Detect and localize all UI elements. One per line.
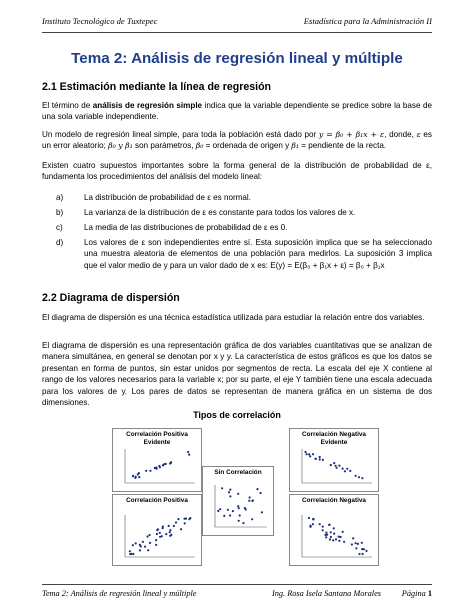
scatter-point <box>159 466 161 468</box>
scatter-point <box>338 536 340 538</box>
section-heading-2-2: 2.2 Diagrama de dispersión <box>42 292 180 304</box>
scatter-point <box>170 534 172 536</box>
scatter-point <box>180 528 182 530</box>
scatter-point <box>135 476 137 478</box>
footer-page <box>402 589 432 598</box>
list-text: La distribución de probabilidad de ε es normal. <box>84 193 251 202</box>
scatter-point <box>219 508 221 510</box>
scatter-point <box>328 524 330 526</box>
text-run: = ordenada de origen y <box>203 141 292 151</box>
scatter-point <box>319 458 321 460</box>
list-text: La media de las distribuciones de probabilidad de ε es 0. <box>84 223 288 232</box>
scatter-point <box>314 458 316 460</box>
scatter-point <box>342 531 344 533</box>
scatter-point <box>325 536 327 538</box>
plot-title: Correlación Negativa Evidente <box>302 431 366 446</box>
scatter-point <box>169 529 171 531</box>
paragraph-assumptions: Existen cuatro supuestos importantes sobre la forma general de la distribución de probabilidad de ε, fundamenta los procedimientos del análisis del modelo lineal: <box>42 161 432 182</box>
plot-title: Sin Correlación <box>214 469 262 476</box>
scatter-area <box>113 429 201 491</box>
scatter-point <box>221 487 223 489</box>
scatter-point <box>261 511 263 513</box>
equation: y = β₀ + β₁x + ε <box>318 130 385 139</box>
scatter-point <box>142 541 144 543</box>
symbol: ε <box>416 130 421 139</box>
scatter-point <box>169 531 171 533</box>
header-institution: Instituto Tecnológico de Tuxtepec <box>42 16 158 26</box>
symbol: β₀ <box>195 141 204 151</box>
scatter-point <box>333 462 335 464</box>
scatter-point <box>238 520 240 522</box>
scatter-point <box>336 467 338 469</box>
scatter-point <box>149 534 151 536</box>
scatter-point <box>229 489 231 491</box>
scatter-point <box>147 549 149 551</box>
scatter-point <box>343 541 345 543</box>
scatter-point <box>352 537 354 539</box>
scatter-point <box>184 522 186 524</box>
scatter-point <box>149 542 151 544</box>
scatter-point <box>355 475 357 477</box>
scatter-point <box>329 538 331 540</box>
scatter-area <box>290 495 378 565</box>
scatter-point <box>188 518 190 520</box>
scatter-point <box>248 500 250 502</box>
scatter-point <box>304 451 306 453</box>
paragraph-scatter-intro: El diagrama de dispersión es una técnica estadística utilizada para estudiar la relación entre dos variables. <box>42 313 425 322</box>
scatter-point <box>232 510 234 512</box>
symbol: β₀ y β₁ <box>108 141 133 151</box>
scatter-point <box>162 526 164 528</box>
scatter-point <box>306 453 308 455</box>
paragraph-model <box>42 129 432 152</box>
scatter-no-correlation <box>202 466 274 536</box>
scatter-area <box>113 495 201 565</box>
scatter-point <box>132 553 134 555</box>
scatter-point <box>132 544 134 546</box>
text-run: Un modelo de regresión lineal simple, para toda la población está dado por <box>42 130 319 139</box>
scatter-point <box>162 464 164 466</box>
scatter-area <box>290 429 378 491</box>
header-course: Estadística para la Administración II <box>303 16 432 26</box>
list-text: Los valores de ε son independientes entre sí. Esta suposición implica que se ha seleccionado una muestra aleatoria de elementos de una población para medirlos. La suposición 3 implica que el valor medio de y para un valor dado de x es: E(y) = E(β₀ + β₁x + ε) = β₀ + β₁x <box>84 238 432 270</box>
scatter-point <box>330 464 332 466</box>
scatter-point <box>237 505 239 507</box>
scatter-point <box>168 525 170 527</box>
scatter-point <box>149 470 151 472</box>
scatter-point <box>228 491 230 493</box>
scatter-point <box>365 550 367 552</box>
scatter-positive <box>112 494 202 566</box>
scatter-point <box>223 515 225 517</box>
scatter-point <box>319 456 321 458</box>
scatter-point <box>251 500 253 502</box>
scatter-point <box>312 523 314 525</box>
footer-topic: Tema 2: Análisis de regresión lineal y múltiple <box>42 589 197 598</box>
scatter-point <box>188 454 190 456</box>
scatter-point <box>146 535 148 537</box>
scatter-point <box>335 465 337 467</box>
list-label: d) <box>56 238 64 247</box>
bold-term: análisis de regresión simple <box>92 101 203 110</box>
scatter-point <box>244 507 246 509</box>
text-run: son parámetros, <box>132 141 196 151</box>
scatter-point <box>175 521 177 523</box>
scatter-point <box>242 522 244 524</box>
scatter-positive-strong <box>112 428 202 492</box>
scatter-point <box>260 492 262 494</box>
scatter-point <box>349 470 351 472</box>
list-label: a) <box>56 193 64 202</box>
scatter-point <box>357 543 359 545</box>
scatter-point <box>129 553 131 555</box>
scatter-point <box>183 518 185 520</box>
scatter-point <box>342 468 344 470</box>
scatter-point <box>159 536 161 538</box>
scatter-point <box>229 514 231 516</box>
scatter-point <box>135 542 137 544</box>
page-number: 1 <box>427 589 432 598</box>
scatter-point <box>344 470 346 472</box>
plot-axes <box>215 485 267 527</box>
paragraph-definition <box>42 100 432 123</box>
scatter-point <box>165 533 167 535</box>
plot-axes <box>302 515 372 557</box>
list-label: b) <box>56 208 64 217</box>
plot-title: Correlación Positiva Evidente <box>126 431 188 446</box>
scatter-point <box>239 514 241 516</box>
list-label: c) <box>56 223 63 232</box>
text-run: es un error aleatorio; <box>42 130 432 151</box>
footer-author: Ing. Rosa Isela Santana Morales <box>272 589 382 598</box>
scatter-point <box>333 527 335 529</box>
scatter-point <box>137 473 139 475</box>
plot-title: Correlación Positiva <box>126 497 188 504</box>
scatter-point <box>346 468 348 470</box>
scatter-point <box>358 476 360 478</box>
scatter-point <box>132 475 134 477</box>
scatter-point <box>309 455 311 457</box>
scatter-point <box>170 461 172 463</box>
scatter-point <box>139 549 141 551</box>
page-label: Página <box>401 589 428 598</box>
scatter-point <box>157 528 159 530</box>
scatter-point <box>173 525 175 527</box>
section-heading-2-1: 2.1 Estimación mediante la línea de regresión <box>42 81 272 93</box>
scatter-point <box>361 477 363 479</box>
scatter-area <box>203 467 273 535</box>
scatter-point <box>251 518 253 520</box>
scatter-point <box>155 468 157 470</box>
scatter-point <box>308 517 310 519</box>
scatter-point <box>330 536 332 538</box>
scatter-point <box>229 495 231 497</box>
scatter-point <box>238 507 240 509</box>
scatter-point <box>335 538 337 540</box>
scatter-point <box>340 536 342 538</box>
scatter-point <box>363 548 365 550</box>
scatter-point <box>249 496 251 498</box>
scatter-point <box>256 488 258 490</box>
scatter-point <box>361 542 363 544</box>
scatter-point <box>322 529 324 531</box>
scatter-point <box>322 526 324 528</box>
scatter-point <box>333 533 335 535</box>
scatter-point <box>319 523 321 525</box>
scatter-point <box>351 543 353 545</box>
scatter-point <box>330 531 332 533</box>
scatter-point <box>156 533 158 535</box>
page-title: Tema 2: Análisis de regresión lineal y múltiple <box>71 50 403 67</box>
paragraph-scatter-detail: El diagrama de dispersión es una representación gráfica de dos variables cuantitativas que se analizan de manera simultánea, en general se denotan por x y y. La característica de estos gráficos es que los datos se presentan en forma de puntos, sin estar unidos por segmentos de recta. La escala del eje X contiene al rango de los valores necesarios para la variable x; por su parte, el eje Y también tiene una escala adecuada para los valores de y. Los pares de datos se representan de manera gráfica en un sistema de dos dimensiones. <box>42 341 432 408</box>
scatter-point <box>217 510 219 512</box>
scatter-point <box>338 540 340 542</box>
figure-title: Tipos de correlación <box>193 410 281 420</box>
scatter-point <box>155 544 157 546</box>
scatter-point <box>138 476 140 478</box>
scatter-point <box>312 518 314 520</box>
scatter-point <box>310 526 312 528</box>
scatter-point <box>177 518 179 520</box>
scatter-point <box>155 539 157 541</box>
scatter-point <box>187 451 189 453</box>
scatter-point <box>324 534 326 536</box>
scatter-point <box>325 532 327 534</box>
scatter-point <box>129 550 131 552</box>
scatter-point <box>322 459 324 461</box>
text-run: = pendiente de la recta. <box>299 141 387 151</box>
scatter-negative-strong <box>289 428 379 492</box>
page-footer <box>42 584 432 599</box>
scatter-point <box>308 453 310 455</box>
text-run: El término de <box>42 101 93 110</box>
scatter-point <box>355 542 357 544</box>
scatter-point <box>144 546 146 548</box>
scatter-negative <box>289 494 379 566</box>
scatter-point <box>338 465 340 467</box>
text-run: , donde, <box>384 130 417 139</box>
page-header <box>42 16 432 33</box>
scatter-point <box>237 493 239 495</box>
scatter-point <box>355 547 357 549</box>
scatter-point <box>145 470 147 472</box>
scatter-point <box>139 544 141 546</box>
text-run: indica que la variable dependiente se predice sobre la base de una sola variable independiente. <box>42 101 432 122</box>
list-text: La varianza de la distribución de ε es constante para todos los valores de x. <box>84 208 356 217</box>
scatter-point <box>312 453 314 455</box>
scatter-point <box>332 539 334 541</box>
scatter-point <box>362 553 364 555</box>
scatter-point <box>227 509 229 511</box>
scatter-point <box>358 553 360 555</box>
plot-title: Correlación Negativa <box>302 497 366 504</box>
scatter-point <box>159 532 161 534</box>
symbol: β₁ <box>291 141 300 151</box>
